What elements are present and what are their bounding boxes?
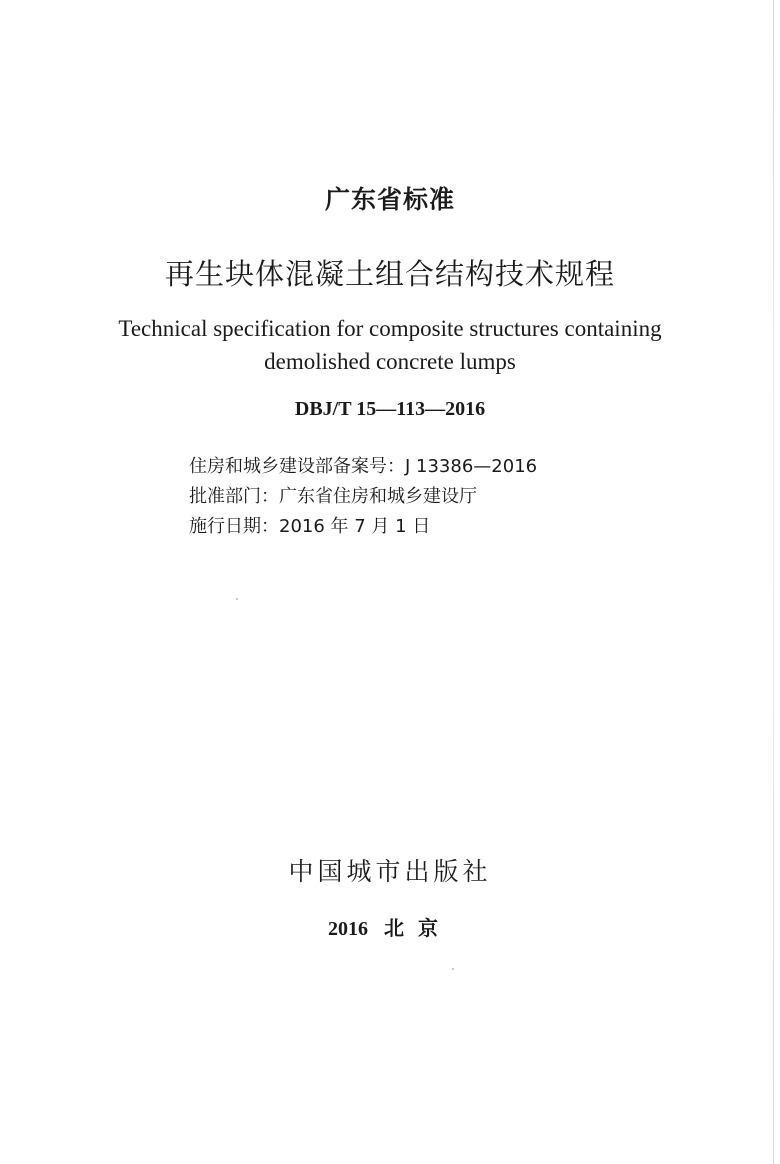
publication-line [0,912,780,941]
record-number: 住房和城乡建设部备案号：J 13386—2016 [189,456,538,477]
title-english-line-2: demolished concrete lumps [264,349,516,374]
publication-city: 北京 [384,916,452,940]
publisher-name: 中国城市出版社 [288,857,492,886]
effective-date: 施行日期：2016 年 7 月 1 日 [189,516,431,537]
title-chinese: 再生块体混凝土组合结构技术规程 [164,257,615,291]
scan-speck [452,968,454,970]
standard-code: DBJ/T 15—113—2016 [294,398,486,420]
standard-category: 广东省标准 [324,185,455,214]
publication-year: 2016 [328,918,368,940]
title-english [0,312,780,378]
standard-meta-block [189,452,537,542]
approval-department: 批准部门：广东省住房和城乡建设厅 [189,486,477,507]
page-edge-line [773,0,774,1164]
title-english-line-1: Technical specification for composite structures containing [118,316,662,341]
scan-speck [236,598,238,600]
